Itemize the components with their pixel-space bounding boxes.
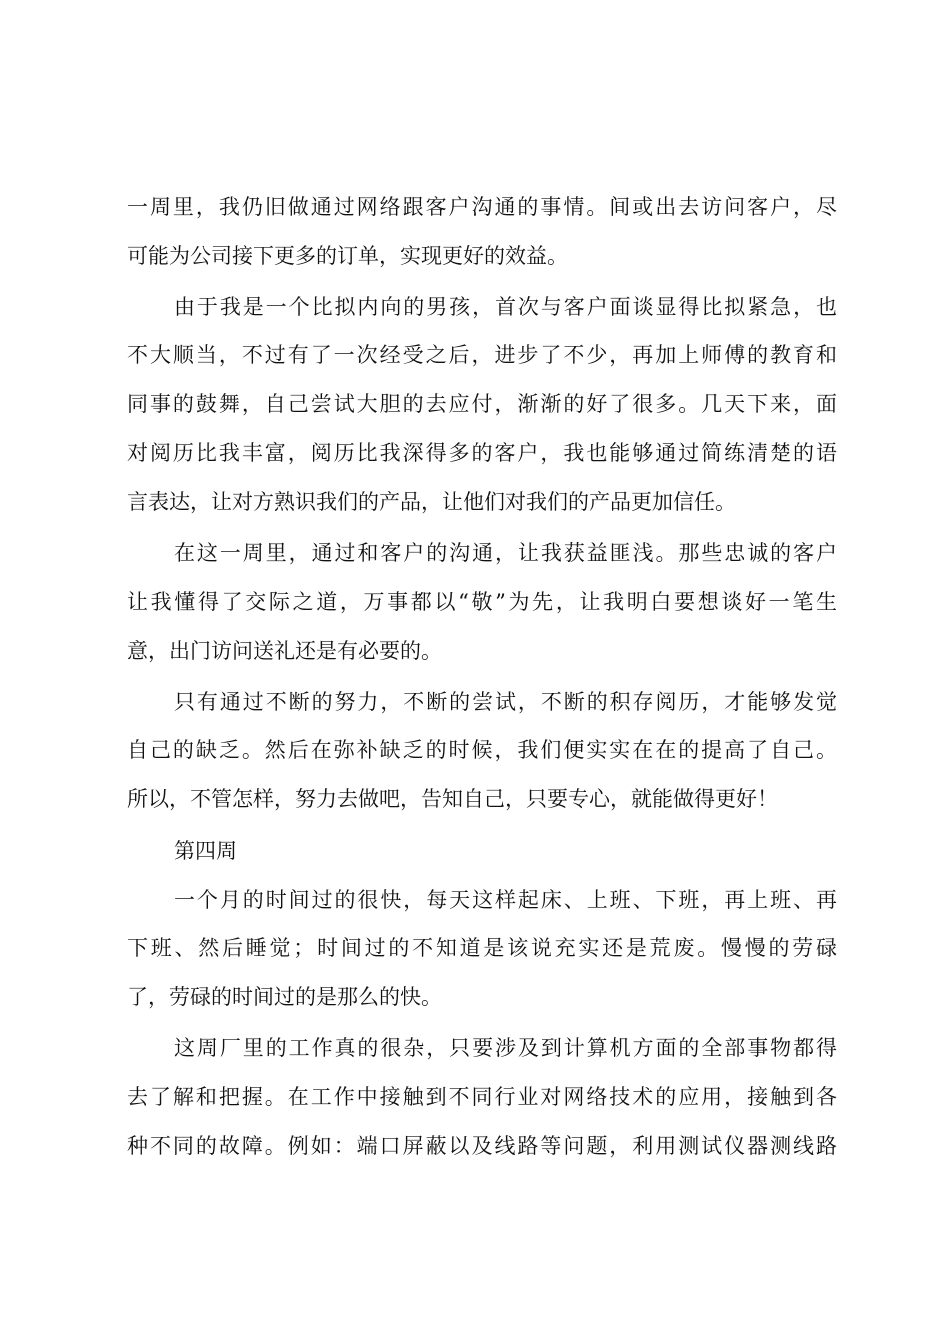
paragraph-line: 由于我是一个比拟内向的男孩，首次与客户面谈显得比拟紧急，也 (174, 295, 837, 319)
paragraph-line: 不大顺当，不过有了一次经受之后，进步了不少，再加上师傅的教育和 (127, 343, 837, 367)
paragraph-line: 一个月的时间过的很快，每天这样起床、上班、下班，再上班、再 (174, 888, 837, 912)
paragraph-line: 了，劳碌的时间过的是那么的快。 (127, 985, 442, 1009)
paragraph-line: 去了解和把握。在工作中接触到不同行业对网络技术的应用，接触到各 (127, 1085, 837, 1109)
paragraph-line: 可能为公司接下更多的订单，实现更好的效益。 (127, 244, 568, 268)
paragraph-line: 所以，不管怎样，努力去做吧，告知自己，只要专心，就能做得更好！ (127, 787, 778, 811)
paragraph-line: 一周里，我仍旧做通过网络跟客户沟通的事情。间或出去访问客户，尽 (127, 195, 837, 219)
paragraph-line: 自己的缺乏。然后在弥补缺乏的时候，我们便实实在在的提高了自己。 (127, 738, 837, 762)
paragraph-line: 这周厂里的工作真的很杂，只要涉及到计算机方面的全部事物都得 (174, 1036, 837, 1060)
paragraph-line: 同事的鼓舞，自己尝试大胆的去应付，渐渐的好了很多。几天下来，面 (127, 392, 837, 416)
paragraph-line: 意，出门访问送礼还是有必要的。 (127, 639, 442, 663)
paragraph-line: 对阅历比我丰富，阅历比我深得多的客户，我也能够通过简练清楚的语 (127, 441, 837, 465)
paragraph-line: 下班、然后睡觉；时间过的不知道是该说充实还是荒废。慢慢的劳碌 (127, 936, 837, 960)
paragraph-line: 种不同的故障。例如：端口屏蔽以及线路等问题，利用测试仪器测线路 (127, 1134, 837, 1158)
paragraph-line: 只有通过不断的努力，不断的尝试，不断的积存阅历，才能够发觉 (174, 690, 837, 714)
paragraph-line: 让我懂得了交际之道，万事都以“敬”为先，让我明白要想谈好一笔生 (127, 590, 837, 614)
paragraph-line: 在这一周里，通过和客户的沟通，让我获益匪浅。那些忠诚的客户 (174, 541, 837, 565)
paragraph-line: 言表达，让对方熟识我们的产品，让他们对我们的产品更加信任。 (127, 490, 736, 514)
section-heading: 第四周 (174, 839, 237, 863)
